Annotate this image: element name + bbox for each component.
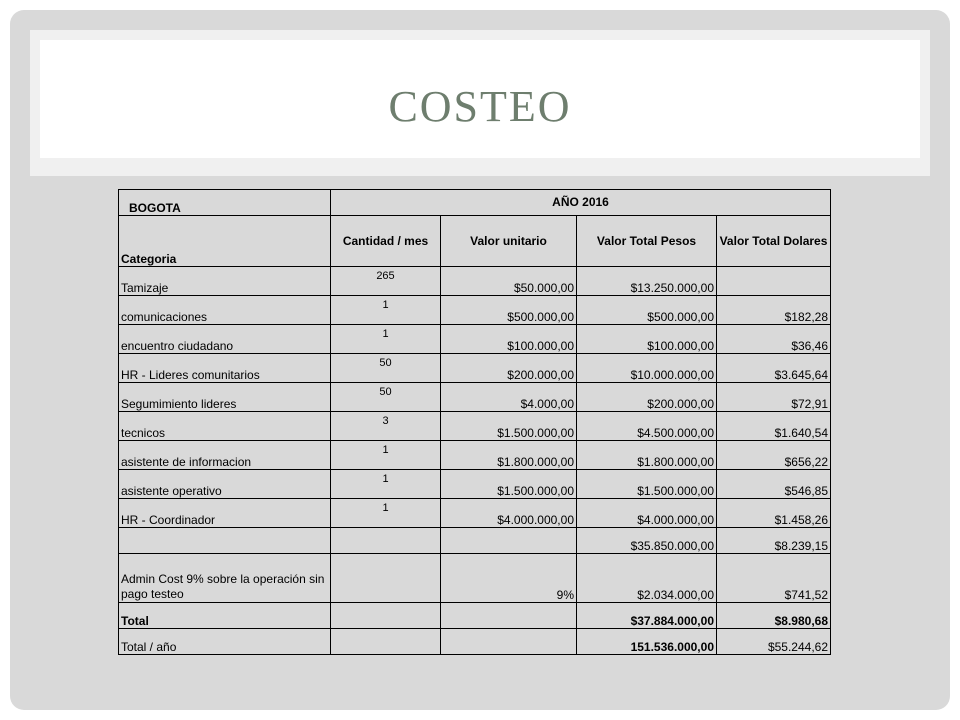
region-cell: BOGOTA [119, 190, 331, 216]
table-row [119, 412, 831, 441]
header-pesos: Valor Total Pesos [577, 216, 717, 267]
pesos-cell: $13.250.000,00 [577, 267, 717, 296]
table-row [119, 267, 831, 296]
categoria-cell: HR - Lideres comunitarios [119, 354, 331, 383]
dolares-cell: $72,91 [717, 383, 831, 412]
dolares-cell: $656,22 [717, 441, 831, 470]
slide-title: COSTEO [388, 81, 572, 131]
subtotal-row [119, 528, 831, 554]
dolares-cell: $36,46 [717, 325, 831, 354]
header-cantidad: Cantidad / mes [331, 216, 441, 267]
empty-cell [441, 603, 577, 629]
cost-table [118, 189, 831, 655]
total-year-pesos: 151.536.000,00 [577, 629, 717, 655]
admin-cost-row [119, 554, 831, 603]
dolares-cell: $546,85 [717, 470, 831, 499]
empty-cell [441, 629, 577, 655]
unitario-cell: $500.000,00 [441, 296, 577, 325]
cost-table-container [118, 189, 830, 655]
cantidad-cell: 50 [331, 383, 441, 412]
categoria-cell: tecnicos [119, 412, 331, 441]
dolares-cell: $1.640,54 [717, 412, 831, 441]
header-dolares: Valor Total Dolares [717, 216, 831, 267]
categoria-cell: Tamizaje [119, 267, 331, 296]
cantidad-cell: 50 [331, 354, 441, 383]
pesos-cell: $4.000.000,00 [577, 499, 717, 528]
cantidad-cell: 1 [331, 441, 441, 470]
title-frame [30, 30, 930, 176]
categoria-cell: comunicaciones [119, 296, 331, 325]
empty-cell [441, 528, 577, 554]
table-row-region [119, 190, 831, 216]
empty-cell [331, 603, 441, 629]
pesos-cell: $500.000,00 [577, 296, 717, 325]
table-row [119, 296, 831, 325]
admin-label: Admin Cost 9% sobre la operación sin pago testeo [119, 554, 331, 603]
admin-percent: 9% [441, 554, 577, 603]
pesos-cell: $100.000,00 [577, 325, 717, 354]
total-pesos: $37.884.000,00 [577, 603, 717, 629]
pesos-cell: $10.000.000,00 [577, 354, 717, 383]
empty-cell [331, 528, 441, 554]
dolares-cell [717, 267, 831, 296]
total-label: Total [119, 603, 331, 629]
table-row [119, 383, 831, 412]
unitario-cell: $1.500.000,00 [441, 412, 577, 441]
cantidad-cell: 1 [331, 470, 441, 499]
categoria-cell: encuentro ciudadano [119, 325, 331, 354]
dolares-cell: $3.645,64 [717, 354, 831, 383]
cantidad-cell: 3 [331, 412, 441, 441]
categoria-cell: asistente operativo [119, 470, 331, 499]
unitario-cell: $1.800.000,00 [441, 441, 577, 470]
cantidad-cell: 265 [331, 267, 441, 296]
unitario-cell: $1.500.000,00 [441, 470, 577, 499]
title-box [40, 40, 920, 158]
subtotal-pesos: $35.850.000,00 [577, 528, 717, 554]
empty-cell [119, 528, 331, 554]
table-header-row [119, 216, 831, 267]
table-row [119, 441, 831, 470]
admin-dolares: $741,52 [717, 554, 831, 603]
pesos-cell: $200.000,00 [577, 383, 717, 412]
unitario-cell: $4.000,00 [441, 383, 577, 412]
cantidad-cell: 1 [331, 499, 441, 528]
table-row [119, 325, 831, 354]
pesos-cell: $4.500.000,00 [577, 412, 717, 441]
pesos-cell: $1.500.000,00 [577, 470, 717, 499]
categoria-cell: Segumimiento lideres [119, 383, 331, 412]
table-row [119, 499, 831, 528]
unitario-cell: $50.000,00 [441, 267, 577, 296]
total-dolares: $8.980,68 [717, 603, 831, 629]
admin-pesos: $2.034.000,00 [577, 554, 717, 603]
total-year-label: Total / año [119, 629, 331, 655]
total-year-dolares: $55.244,62 [717, 629, 831, 655]
total-row [119, 603, 831, 629]
unitario-cell: $200.000,00 [441, 354, 577, 383]
categoria-cell: HR - Coordinador [119, 499, 331, 528]
year-header: AÑO 2016 [331, 190, 831, 216]
subtotal-dolares: $8.239,15 [717, 528, 831, 554]
dolares-cell: $182,28 [717, 296, 831, 325]
header-categoria: Categoria [119, 216, 331, 267]
header-unitario: Valor unitario [441, 216, 577, 267]
categoria-cell: asistente de informacion [119, 441, 331, 470]
empty-cell [331, 629, 441, 655]
total-year-row [119, 629, 831, 655]
table-row [119, 470, 831, 499]
cantidad-cell: 1 [331, 296, 441, 325]
pesos-cell: $1.800.000,00 [577, 441, 717, 470]
unitario-cell: $100.000,00 [441, 325, 577, 354]
cantidad-cell: 1 [331, 325, 441, 354]
empty-cell [331, 554, 441, 603]
unitario-cell: $4.000.000,00 [441, 499, 577, 528]
dolares-cell: $1.458,26 [717, 499, 831, 528]
table-row [119, 354, 831, 383]
